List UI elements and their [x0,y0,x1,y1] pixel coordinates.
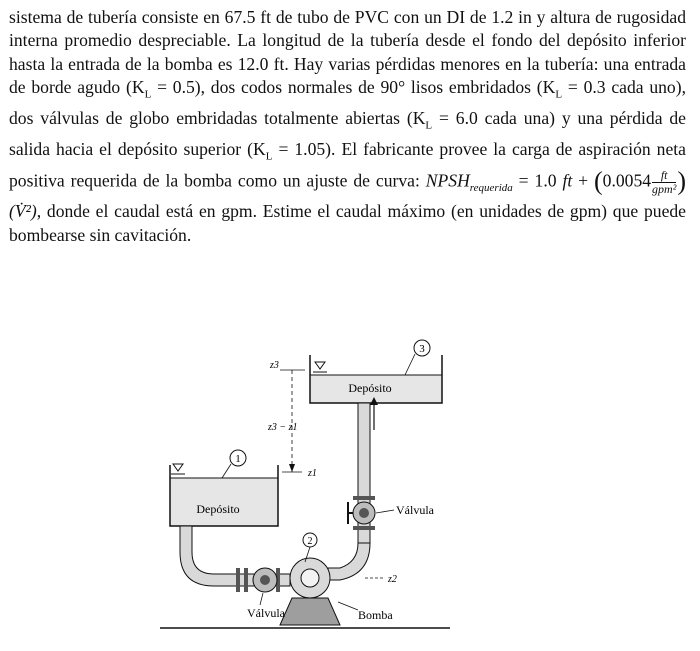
discharge-elbow [328,543,370,580]
problem-paragraph: sistema de tubería consiste en 67.5 ft de tubo de PVC con un DI de 1.2 in y altura de rugosidad interna promedio despreciable. La longitud de la tubería desde el fondo del depósito inferior hasta la entrada de la bomba es 12.0 ft. Hay varias pérdidas menores en la tubería: una entrada de borde agudo $(K_L = 0.5)$, dos codos normales de 90° lisos embridados ($K_L = 0.3$ cada uno), dos válvulas de globo embridadas totalmente abiertas ($K_L = 6.0$ cada una) y una pérdida de salida hacia el depósito superior $(K_L = 1.05)$. El fabricante provee la carga de aspiración neta positiva requerida de la bomba como un ajuste de curva: $NPSH_{requerida} = 1.0$ ft + (0.0054 $\frac{ft}{\text{gpm²}}$ ) (V̇²), donde el caudal está en gpm. Estime el caudal máximo (en unidades de gpm) que puede bombearse sin cavitación. [9,7,686,245]
pump-system-diagram [160,330,460,635]
lower-valve-label: Válvula [247,606,285,620]
equation-equals: = 1.0 [512,170,563,191]
point-3-label: 3 [419,343,425,355]
z3-minus-z1-label: z3 − z1 [268,422,298,433]
upper-tank-label: Depósito [348,381,392,395]
upper-water-level-icon [315,362,325,369]
point-2-label: 2 [307,536,313,547]
problem-statement [9,6,686,247]
kl-subscript: L [425,119,433,132]
npsh-subscript: requerida [469,182,513,195]
equation-flow-squared: (V̇²) [9,201,37,222]
equation-fraction [652,169,676,196]
pump-base [280,598,340,625]
loss-text-3: = 0.3 cada uno), dos válvulas de globo embridadas totalmente abiertas (K [9,77,686,129]
kl-subscript: L [265,150,273,163]
fraction-numerator: ft [652,169,676,183]
kl-subscript: L [144,88,152,101]
lower-water-level-icon [173,464,183,471]
equation-coefficient: 0.0054 [602,170,652,191]
fraction-denominator: gpm² [652,181,677,196]
loss-text-5: = 1.05). El fabricante provee la carga de aspiración neta positiva requerida de la bomba como un ajuste de curva: [9,139,686,191]
pump-label: Bomba [358,608,393,622]
loss-text-4: = 6.0 cada una) y una pérdida de salida hacia el depósito superior (K [9,108,686,160]
closing-text: , donde el caudal está en gpm. Estime el caudal máximo (en unidades de gpm) que puede bombearse sin cavitación. [9,201,686,245]
npsh-symbol: NPSH [425,170,470,191]
lower-tank-label: Depósito [196,502,240,516]
intro-text: sistema de tubería consiste en 67.5 ft de tubo de PVC con un DI de 1.2 in y altura de rugosidad interna promedio despreciable. La longitud de la tubería desde el fondo del depósito inferior hasta la entrada de la bomba es 12.0 ft. Hay varias pérdidas menores en la tubería: una entrada de borde agudo (K [9,7,686,98]
upper-valve-label: Válvula [396,503,434,517]
z3-label: z3 [270,360,279,371]
equation-plus: + [572,170,594,191]
kl-subscript: L [555,88,563,101]
equation-ft: ft [562,170,573,191]
z2-label: z2 [388,574,397,585]
point-1-label: 1 [235,453,241,465]
loss-text-2: = 0.5), dos codos normales de 90° lisos embridados (K [151,77,556,98]
z1-label: z1 [308,468,317,479]
